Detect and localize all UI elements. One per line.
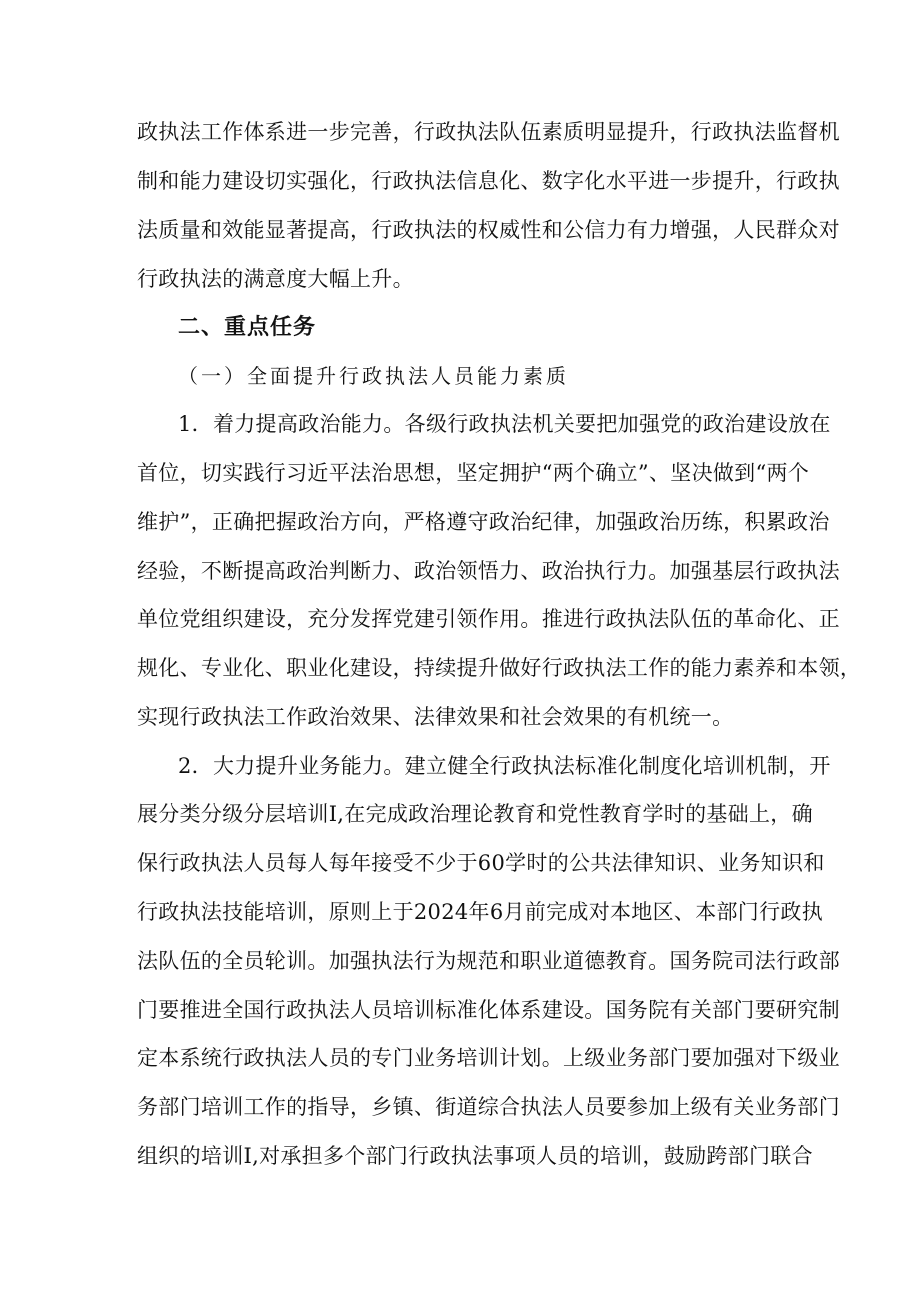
paragraph-line: 维护”，正确把握政治方向，严格遵守政治纪律，加强政治历练，积累政治: [137, 510, 830, 534]
paragraph-line: 行政执法的满意度大幅上升。: [137, 267, 414, 291]
paragraph-line: 展分类分级分层培训I,在完成政治理论教育和党性教育学时的基础上，确: [137, 802, 813, 826]
paragraph-line: 行政执法技能培训，原则上于2024年6月前完成对本地区、本部门行政执: [137, 900, 824, 924]
paragraph-line: 法质量和效能显著提高，行政执法的权威性和公信力有力增强，人民群众对: [137, 218, 840, 242]
paragraph-line: 首位，切实践行习近平法治思想，坚定拥护“两个确立”、坚决做到“两个: [137, 461, 810, 485]
paragraph-line: 制和能力建设切实强化，行政执法信息化、数字化水平进一步提升，行政执: [137, 169, 840, 193]
paragraph-line: 单位党组织建设，充分发挥党建引领作用。推进行政执法队伍的革命化、正: [137, 607, 840, 631]
subsection-heading: （一）全面提升行政执法人员能力素质: [178, 364, 569, 388]
paragraph-line: 保行政执法人员每人每年接受不少于60学时的公共法律知识、业务知识和: [137, 851, 825, 875]
paragraph-line: 定本系统行政执法人员的专门业务培训计划。上级业务部门要加强对下级业: [137, 1046, 840, 1070]
paragraph-line: 2．大力提升业务能力。建立健全行政执法标准化制度化培训机制，开: [178, 754, 831, 778]
paragraph-line: 规化、专业化、职业化建设，持续提升做好行政执法工作的能力素养和本领，: [137, 656, 862, 680]
paragraph-line: 法队伍的全员轮训。加强执法行为规范和职业道德教育。国务院司法行政部: [137, 949, 840, 973]
paragraph-line: 1．着力提高政治能力。各级行政执法机关要把加强党的政治建设放在: [178, 412, 831, 436]
section-heading: 二、重点任务: [178, 315, 317, 340]
paragraph-line: 门要推进全国行政执法人员培训标准化体系建设。国务院有关部门要研究制: [137, 998, 840, 1022]
paragraph-line: 经验，不断提高政治判断力、政治领悟力、政治执行力。加强基层行政执法: [137, 559, 840, 583]
paragraph-line: 政执法工作体系进一步完善，行政执法队伍素质明显提升，行政执法监督机: [137, 120, 840, 144]
paragraph-line: 实现行政执法工作政治效果、法律效果和社会效果的有机统一。: [137, 705, 734, 729]
paragraph-line: 组织的培训I,对承担多个部门行政执法事项人员的培训，鼓励跨部门联合: [137, 1144, 813, 1168]
paragraph-line: 务部门培训工作的指导，乡镇、街道综合执法人员要参加上级有关业务部门: [137, 1095, 840, 1119]
